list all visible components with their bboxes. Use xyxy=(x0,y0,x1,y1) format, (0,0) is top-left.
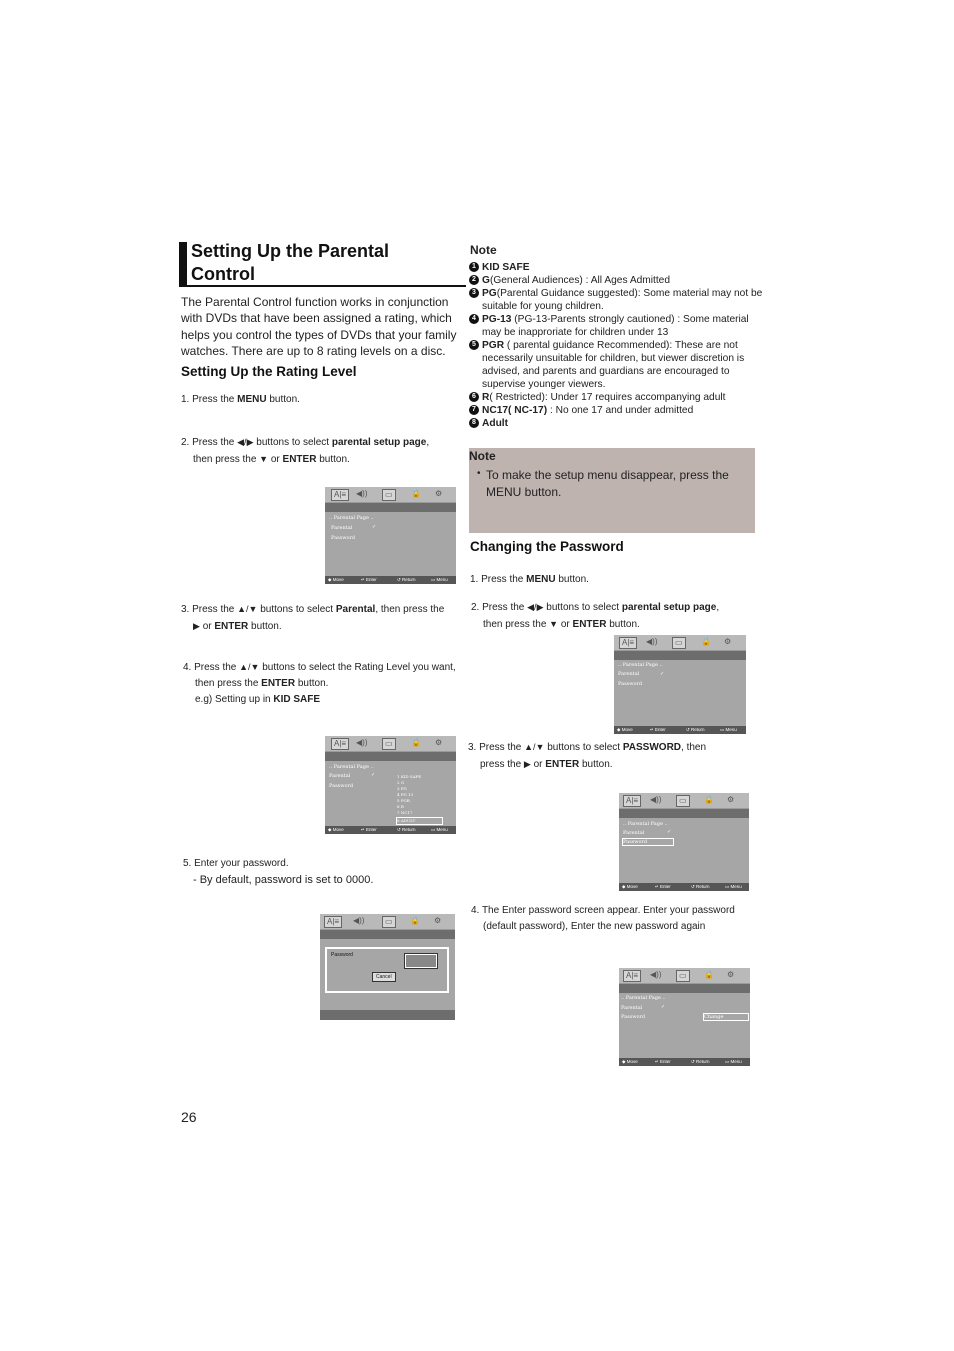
lock-icon: 🔒 xyxy=(701,637,711,646)
lock-icon: 🔒 xyxy=(411,738,421,747)
move-icon: ◆ Move xyxy=(328,577,344,582)
audio-icon: ◀)) xyxy=(356,738,368,747)
rating-step-1: 1. Press the MENU button. xyxy=(181,394,300,405)
title-accent-bar xyxy=(179,242,187,286)
display-icon: ▭ xyxy=(382,916,396,928)
lock-icon: 🔒 xyxy=(704,970,714,979)
password-section-heading: Changing the Password xyxy=(470,539,624,554)
display-icon: ▭ xyxy=(382,738,396,750)
audio-icon: ◀)) xyxy=(646,637,658,646)
osd-rating-list: A|≡ ◀)) ▭ 🔒 ⚙ .. Parental Page .. Parental ✓ Password 1 KID SAFE 2 G 3 PG 4 PG 13 5 PGR 6 R 7 NC17 8 ADULT ◆ Move ↵ Enter ↺ Return ▭ Menu xyxy=(325,736,456,834)
password-step-1: 1. Press the MENU button. xyxy=(470,574,589,585)
list-item: 6 R( Restricted): Under 17 requires accompanying adult xyxy=(469,391,769,404)
subtitle-icon: A|≡ xyxy=(623,970,641,982)
osd-password-entry: A|≡ ◀)) ▭ 🔒 ⚙ Password Cancel xyxy=(320,914,455,1020)
return-icon: ↺ Return xyxy=(397,577,416,582)
left-right-arrows-icon: ◀/▶ xyxy=(237,437,254,447)
subtitle-icon: A|≡ xyxy=(324,916,342,928)
osd-change-password: A|≡ ◀)) ▭ 🔒 ⚙ .. Parental Page .. Parental ✓ Password Change ◆ Move ↵ Enter ↺ Return ▭ Menu xyxy=(619,968,750,1066)
note-heading: Note xyxy=(470,243,497,257)
list-item: 5 PGR ( parental guidance Recommended): These are not necessarily unsuitable for children, but viewer discretion is advised, and parents and guardians are encouraged to supervise younger viewers. xyxy=(469,339,769,391)
osd-password-selected: A|≡ ◀)) ▭ 🔒 ⚙ .. Parental Page .. Parental ✓ Password ◆ Move ↵ Enter ↺ Return ▭ Menu xyxy=(619,793,749,891)
lock-icon: 🔒 xyxy=(410,916,420,925)
down-arrow-icon: ▼ xyxy=(259,454,269,464)
setup-icon: ⚙ xyxy=(724,637,732,646)
audio-icon: ◀)) xyxy=(650,970,662,979)
subtitle-icon: A|≡ xyxy=(331,738,349,750)
osd-parental-page-2: A|≡ ◀)) ▭ 🔒 ⚙ .. Parental Page .. Parental ✓ Password ◆ Move ↵ Enter ↺ Return ▭ Menu xyxy=(614,635,746,734)
list-item: 8 Adult xyxy=(469,417,769,430)
setup-icon: ⚙ xyxy=(727,795,735,804)
password-step-2: 2. Press the ◀/▶ buttons to select parental setup page, then press the ▼ or ENTER button. xyxy=(471,599,719,633)
enter-icon: ↵ Enter xyxy=(361,577,377,582)
left-right-arrows-icon: ◀/▶ xyxy=(527,602,544,612)
lock-icon: 🔒 xyxy=(704,795,714,804)
list-item: 1 KID SAFE xyxy=(469,261,769,274)
subtitle-icon: A|≡ xyxy=(623,795,641,807)
rating-step-2: 2. Press the ◀/▶ buttons to select parental setup page, then press the ▼ or ENTER button. xyxy=(181,434,429,468)
right-arrow-icon: ▶ xyxy=(523,759,531,769)
title-underline xyxy=(179,285,466,287)
list-item: 2 G(General Audiences) : All Ages Admitted xyxy=(469,274,769,287)
subtitle-icon: A|≡ xyxy=(331,489,349,501)
list-item: 3 PG(Parental Guidance suggested): Some material may not be suitable for young children. xyxy=(469,287,769,313)
list-item: 7 NC17( NC-17) : No one 17 and under admitted xyxy=(469,404,769,417)
subtitle-icon: A|≡ xyxy=(619,637,637,649)
osd-parental-page: A|≡ ◀)) ▭ 🔒 ⚙ .. Parental Page .. Parental ✓ Password ◆ Move ↵ Enter ↺ Return ▭ Menu xyxy=(325,487,456,584)
password-step-4: 4. The Enter password screen appear. Enter your password (default password), Enter the new password again xyxy=(471,905,735,932)
display-icon: ▭ xyxy=(676,970,690,982)
lock-icon: 🔒 xyxy=(411,489,421,498)
list-item: 4 PG-13 (PG-13-Parents strongly cautioned) : Some material may be inapproriate for children under 13 xyxy=(469,313,769,339)
rating-note-list xyxy=(469,261,769,430)
menu-icon: ▭ Menu xyxy=(431,577,448,582)
display-icon: ▭ xyxy=(672,637,686,649)
display-icon: ▭ xyxy=(382,489,396,501)
rating-step-3: 3. Press the ▲/▼ buttons to select Parental, then press the ▶ or ENTER button. xyxy=(181,601,444,635)
up-down-arrows-icon: ▲/▼ xyxy=(524,742,545,752)
setup-icon: ⚙ xyxy=(435,489,443,498)
page-number: 26 xyxy=(181,1109,197,1125)
rating-step-4: 4. Press the ▲/▼ buttons to select the Rating Level you want, then press the ENTER button. e.g) Setting up in KID SAFE xyxy=(183,659,456,708)
password-step-3: 3. Press the ▲/▼ buttons to select PASSWORD, then press the ▶ or ENTER button. xyxy=(468,739,706,773)
up-down-arrows-icon: ▲/▼ xyxy=(237,604,258,614)
down-arrow-icon: ▼ xyxy=(549,619,559,629)
setup-icon: ⚙ xyxy=(727,970,735,979)
rating-section-heading: Setting Up the Rating Level xyxy=(181,364,357,379)
intro-paragraph: The Parental Control function works in conjunction with DVDs that have been assigned a rating, which helps you control the types of DVDs that your family watches. There are up to 8 rating levels on a disc. xyxy=(181,295,457,358)
audio-icon: ◀)) xyxy=(650,795,662,804)
audio-icon: ◀)) xyxy=(353,916,365,925)
page-title: Setting Up the Parental Control xyxy=(191,241,390,284)
setup-icon: ⚙ xyxy=(434,916,442,925)
audio-icon: ◀)) xyxy=(356,489,368,498)
right-arrow-icon: ▶ xyxy=(193,621,200,631)
setup-icon: ⚙ xyxy=(435,738,443,747)
display-icon: ▭ xyxy=(676,795,690,807)
note-box: Note • To make the setup menu disappear, press the MENU button. xyxy=(469,448,755,533)
rating-step-5: 5. Enter your password. - By default, password is set to 0000. xyxy=(183,858,374,886)
up-down-arrows-icon: ▲/▼ xyxy=(239,662,260,672)
